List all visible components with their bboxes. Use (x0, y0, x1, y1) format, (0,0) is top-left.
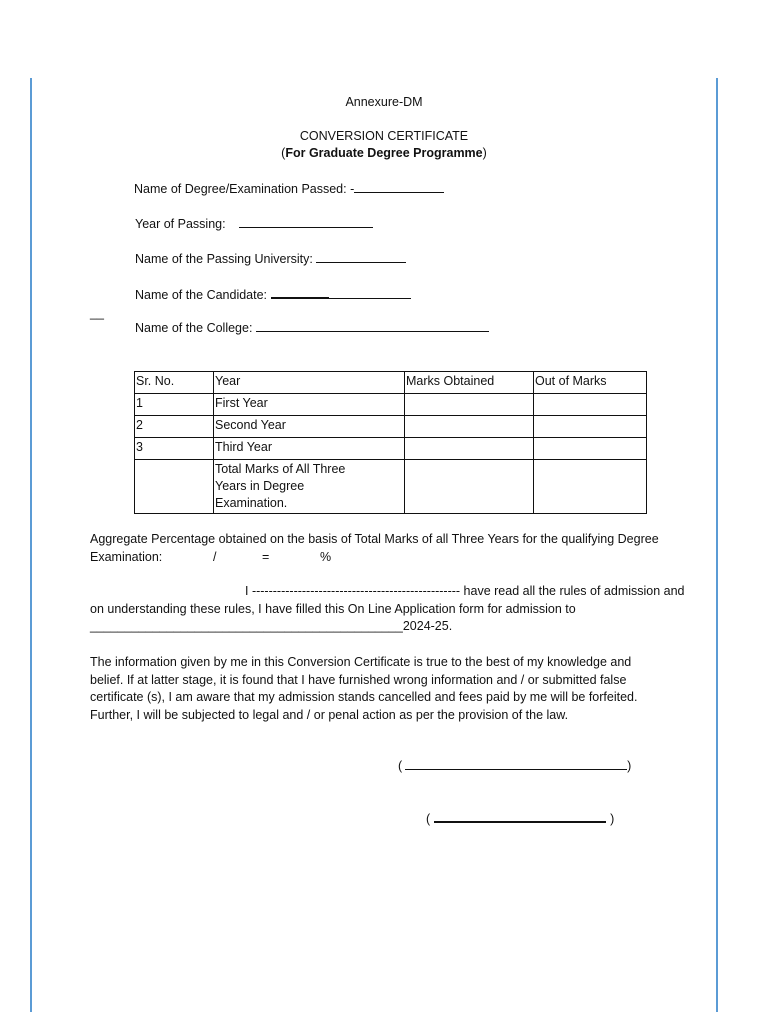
year-blank[interactable] (239, 216, 373, 228)
out-of-marks-cell[interactable] (534, 394, 647, 416)
marks-table (134, 371, 647, 514)
degree-blank[interactable] (354, 181, 444, 193)
table-row (135, 394, 647, 416)
information-line: Further, I will be subjected to legal and / or penal action as per the provision of the law. (90, 707, 569, 722)
total-marks-obtained-cell[interactable] (405, 460, 534, 514)
header-marks-obtained: Marks Obtained (405, 372, 534, 394)
declaration-paragraph (90, 583, 690, 636)
total-label-line: Examination. (215, 496, 288, 510)
document-subtitle (0, 146, 768, 160)
table-header-row (135, 372, 647, 394)
signature-close-paren: ) (610, 812, 615, 826)
header-out-of-marks: Out of Marks (534, 372, 647, 394)
aggregate-paragraph (90, 531, 690, 567)
candidate-label: Name of the Candidate: (135, 288, 268, 302)
page-margin-right (716, 78, 718, 1012)
out-of-marks-cell[interactable] (534, 416, 647, 438)
percent-sign: % (320, 549, 332, 564)
college-blank[interactable] (256, 320, 489, 332)
signature-close-paren: ) (627, 759, 632, 773)
declaration-line: _____________________________________________2024-25. (90, 619, 453, 633)
signature-blank-1[interactable] (405, 758, 627, 770)
year-cell: Third Year (214, 438, 405, 460)
slash-sign: / (213, 549, 217, 564)
aggregate-line: Aggregate Percentage obtained on the basis of Total Marks of all Three Years for the qualifying Degree (90, 532, 659, 546)
examination-label: Examination: (90, 549, 163, 564)
declaration-line: on understanding these rules, I have filled this On Line Application form for admission to (90, 601, 576, 616)
subtitle-programme: For Graduate Degree Programme (285, 146, 483, 160)
declaration-line: I -------------------------------------------------- have read all the rules of admission and (245, 584, 685, 598)
out-of-marks-cell[interactable] (534, 438, 647, 460)
header-sr-no: Sr. No. (135, 372, 214, 394)
degree-label: Name of Degree/Examination Passed: - (134, 182, 355, 196)
candidate-blank[interactable] (329, 287, 411, 299)
total-out-of-marks-cell[interactable] (534, 460, 647, 514)
sr-no-cell: 2 (135, 416, 214, 438)
sr-no-cell: 1 (135, 394, 214, 416)
year-label: Year of Passing: (135, 217, 226, 231)
stray-dash: __ (90, 306, 104, 320)
signature-line-2 (426, 810, 614, 826)
year-field (135, 216, 373, 231)
information-line: certificate (s), I am aware that my admission stands cancelled and fees paid by me will be forfeited. (90, 690, 638, 704)
marks-obtained-cell[interactable] (405, 416, 534, 438)
marks-obtained-cell[interactable] (405, 438, 534, 460)
university-label: Name of the Passing University: (135, 252, 313, 266)
table-row (135, 416, 647, 438)
year-cell: Second Year (214, 416, 405, 438)
total-label-cell (214, 460, 405, 514)
marks-obtained-cell[interactable] (405, 394, 534, 416)
total-label-line: Years in Degree (215, 479, 305, 493)
page-margin-left (30, 78, 32, 1012)
university-field (135, 251, 406, 266)
college-label: Name of the College: (135, 321, 253, 335)
total-label-line: Total Marks of All Three (215, 462, 346, 476)
subtitle-open-paren: ( (281, 146, 286, 160)
candidate-blank-thick[interactable] (271, 286, 329, 299)
information-line: belief. If at latter stage, it is found that I have furnished wrong information and / or submitted false (90, 672, 627, 687)
equals-sign: = (262, 549, 270, 564)
year-cell: First Year (214, 394, 405, 416)
table-row (135, 438, 647, 460)
aggregate-formula (90, 549, 690, 567)
signature-open-paren: ( (398, 759, 403, 773)
candidate-field (135, 286, 411, 302)
annexure-label: Annexure-DM (345, 95, 423, 109)
header-year: Year (214, 372, 405, 394)
information-paragraph (90, 654, 690, 724)
document-title: CONVERSION CERTIFICATE (299, 129, 469, 143)
total-sr-no-cell (135, 460, 214, 514)
signature-open-paren: ( (426, 812, 431, 826)
degree-field (134, 181, 444, 196)
sr-no-cell: 3 (135, 438, 214, 460)
information-line: The information given by me in this Conversion Certificate is true to the best of my knowledge and (90, 655, 632, 669)
college-field (135, 320, 489, 335)
university-blank[interactable] (316, 251, 406, 263)
table-total-row (135, 460, 647, 514)
signature-line-1 (398, 758, 631, 773)
subtitle-close-paren: ) (482, 146, 487, 160)
signature-blank-2[interactable] (434, 810, 606, 823)
